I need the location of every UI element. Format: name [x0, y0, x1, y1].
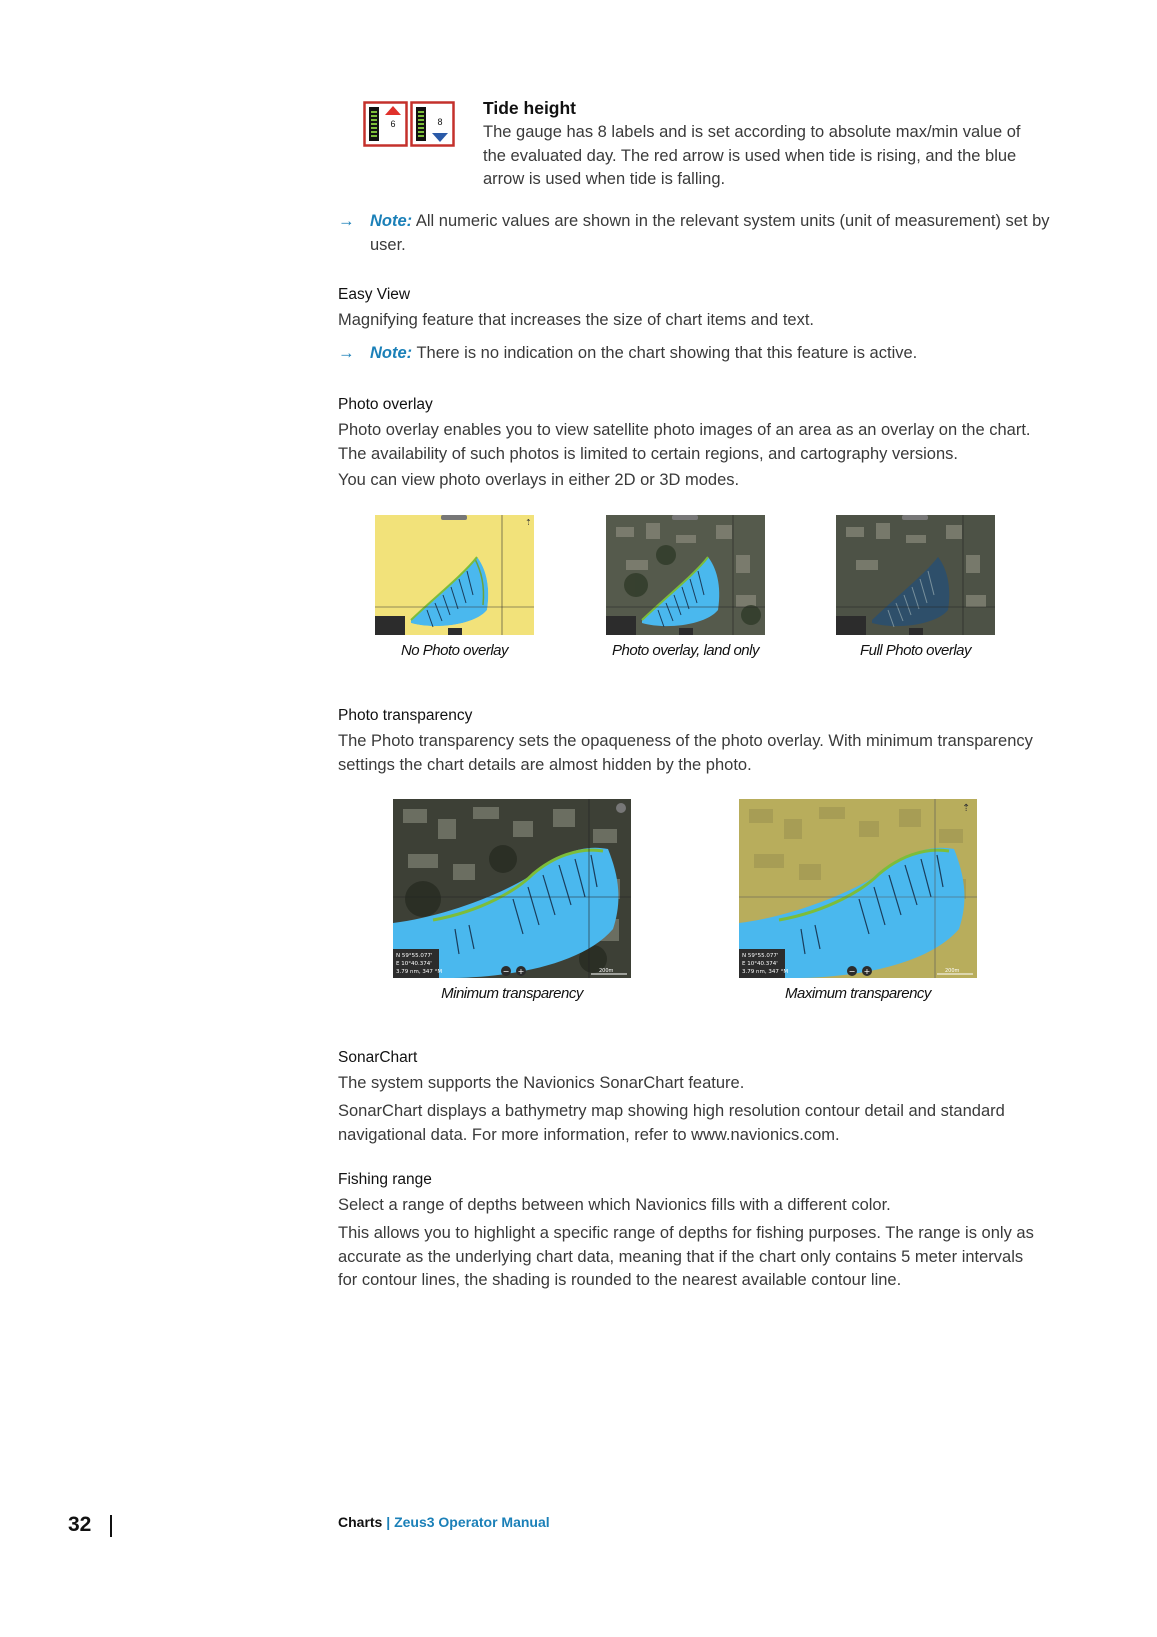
page-number-divider	[110, 1515, 112, 1537]
footer-running-title	[338, 1514, 550, 1530]
photo-transparency-body: The Photo transparency sets the opaqueness of the photo overlay. With minimum transparency settings the chart details are almost hidden by the photo.	[338, 732, 1033, 774]
note-easy-view	[338, 342, 1068, 366]
caption-photo-overlay-land-only: Photo overlay, land only	[612, 642, 759, 659]
tide-rising-value: 6	[390, 119, 396, 129]
sonarchart-heading: SonarChart	[338, 1049, 418, 1066]
footer-manual-title: Zeus3 Operator Manual	[394, 1514, 550, 1530]
coord-lon: E 10°40.374'	[742, 961, 778, 967]
coord-range: 3.79 nm, 347 °M	[742, 969, 789, 975]
coord-lat: N 59°55.077'	[396, 953, 433, 959]
scale-label: 200m	[945, 968, 960, 974]
tide-falling-gauge-icon	[410, 101, 455, 147]
note-easy-view-text: There is no indication on the chart showing that this feature is active.	[416, 344, 918, 362]
caption-full-photo-overlay: Full Photo overlay	[859, 642, 972, 659]
svg-text:⇡: ⇡	[962, 803, 971, 814]
fishing-range-heading: Fishing range	[338, 1171, 432, 1188]
easy-view-heading: Easy View	[338, 286, 411, 303]
tide-falling-value: 8	[437, 117, 443, 127]
sonarchart-body1: The system supports the Navionics SonarChart feature.	[338, 1074, 745, 1092]
footer-section: Charts	[338, 1514, 383, 1530]
svg-text:+: +	[517, 967, 525, 976]
caption-maximum-transparency: Maximum transparency	[785, 985, 931, 1002]
chart-minimum-transparency	[393, 799, 631, 978]
page-number: 32	[68, 1513, 92, 1536]
note-units	[338, 210, 1068, 257]
photo-overlay-heading: Photo overlay	[338, 396, 433, 413]
note-units-text: All numeric values are shown in the relevant system units (unit of measurement) set by user.	[370, 212, 1050, 254]
coord-lon: E 10°40.374'	[396, 961, 432, 967]
svg-text:⇡: ⇡	[525, 518, 532, 527]
note-label: Note:	[370, 212, 413, 230]
photo-overlay-modes: You can view photo overlays in either 2D or 3D modes.	[338, 471, 740, 489]
fishing-range-body1: Select a range of depths between which Navionics fills with a different color.	[338, 1196, 891, 1214]
note-arrow-icon: →	[338, 344, 355, 362]
tide-height-title: Tide height	[483, 98, 577, 118]
caption-no-photo-overlay: No Photo overlay	[400, 642, 509, 659]
easy-view-body: Magnifying feature that increases the size of chart items and text.	[338, 311, 814, 329]
caption-minimum-transparency: Minimum transparency	[441, 985, 583, 1002]
chart-photo-overlay-land-only	[606, 515, 765, 635]
svg-text:−: −	[848, 967, 856, 976]
note-arrow-icon: →	[338, 212, 355, 230]
scale-label: 200m	[599, 968, 614, 974]
chart-full-photo-overlay	[836, 515, 995, 635]
photo-transparency-heading: Photo transparency	[338, 707, 473, 724]
footer-separator: |	[386, 1514, 391, 1530]
svg-text:+: +	[863, 967, 871, 976]
photo-overlay-body: Photo overlay enables you to view satellite photo images of an area as an overlay on the chart. The availability of such photos is limited to certain regions, and cartography versions.	[338, 421, 1031, 463]
note-label: Note:	[370, 344, 413, 362]
chart-no-photo-overlay	[375, 515, 534, 635]
coord-lat: N 59°55.077'	[742, 953, 779, 959]
tide-height-body: The gauge has 8 labels and is set according to absolute max/min value of the evaluated day. The red arrow is used when tide is rising, and the blue arrow is used when tide is falling.	[483, 123, 1021, 188]
coord-range: 3.79 nm, 347 °M	[396, 969, 443, 975]
svg-text:−: −	[502, 967, 510, 976]
tide-rising-gauge-icon	[363, 101, 408, 147]
fishing-range-body2: This allows you to highlight a specific range of depths for fishing purposes. The range is only as accurate as the underlying chart data, meaning that if the chart only contains 5 meter intervals for contour lines, the shading is rounded to the nearest available contour line.	[338, 1224, 1034, 1289]
sonarchart-body2: SonarChart displays a bathymetry map showing high resolution contour detail and standard navigational data. For more information, refer to www.navionics.com.	[338, 1102, 1005, 1144]
chart-maximum-transparency	[739, 799, 977, 978]
